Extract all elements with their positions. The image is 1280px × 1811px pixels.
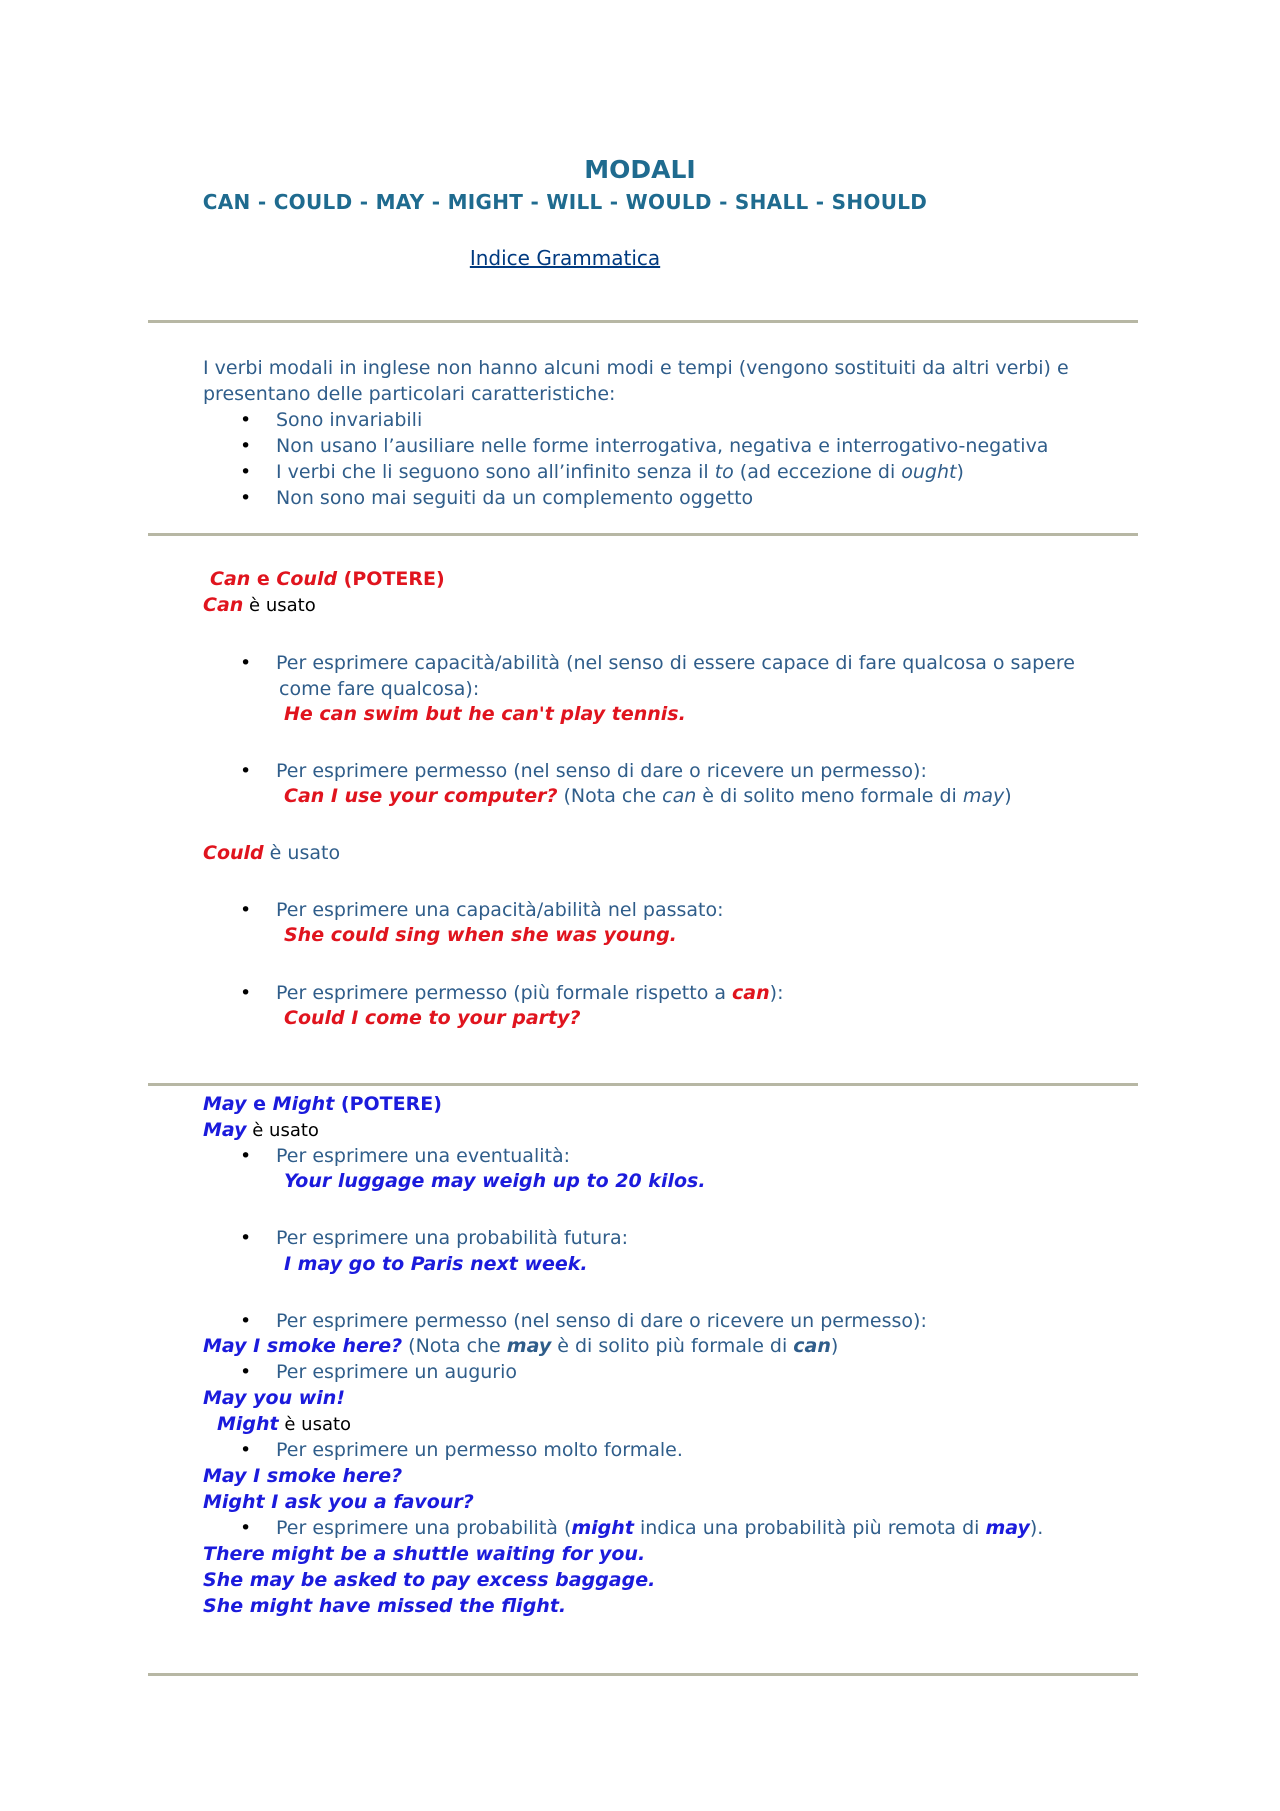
can-example-2-note-b: è di solito meno formale di [696, 785, 963, 807]
could-example-1: She could sing when she was young. [284, 924, 677, 946]
can-label: Can [203, 594, 244, 616]
might-example-1a: May I smoke here? [203, 1465, 403, 1487]
can-example-1: He can swim but he can't play tennis. [284, 703, 686, 725]
can-bullet-2: • Per esprimere permesso (nel senso di dare o ricevere un permesso): [276, 760, 927, 782]
might-example-2c: She might have missed the flight. [203, 1595, 567, 1617]
could-bullet-2-can: can [732, 982, 770, 1004]
intro-text-line-2: presentano delle particolari caratteristiche: [203, 383, 616, 405]
page-title: MODALI [584, 155, 696, 184]
can-bullet-1: • Per esprimere capacità/abilità (nel senso di essere capace di fare qualcosa o sapere [276, 652, 1075, 674]
divider [148, 1673, 1138, 1676]
might-bullet-2-text-b: indica una probabilità più remota di [633, 1517, 986, 1539]
can-example-2-note-may: may [962, 785, 1005, 807]
can-example-2: Can I use your computer? [284, 785, 558, 807]
might-label: Might [217, 1413, 279, 1435]
intro-bullet-4: • Non sono mai seguiti da un complemento oggetto [276, 487, 753, 509]
may-label: May [203, 1119, 247, 1141]
intro-text-line-1: I verbi modali in inglese non hanno alcuni modi e tempi (vengono sostituiti da altri verbi) e [203, 357, 1069, 379]
might-bullet-2-might: might [571, 1517, 634, 1539]
may-example-3: May I smoke here? [203, 1335, 403, 1357]
intro-bullet-3-text-a: I verbi che li seguono sono all’infinito senza il [276, 461, 715, 483]
could-bullet-1: • Per esprimere una capacità/abilità nel passato: [276, 899, 724, 921]
heading-potere: (POTERE) [334, 1093, 442, 1115]
heading-e: e [250, 568, 277, 590]
intro-bullet-3-ought: ought [901, 461, 957, 483]
might-example-2b: She may be asked to pay excess baggage. [203, 1569, 656, 1591]
index-link[interactable]: Indice Grammatica [469, 246, 661, 270]
might-bullet-2-text-a: Per esprimere una probabilità ( [276, 1517, 572, 1539]
could-bullet-2-text-a: Per esprimere permesso (più formale rispetto a [276, 982, 733, 1004]
heading-could: Could [276, 568, 338, 590]
may-example-3-note-can: can [793, 1335, 831, 1357]
can-example-2-note-c: ) [1004, 785, 1012, 807]
can-example-2-line [284, 785, 1012, 807]
might-bullet-2 [276, 1517, 1043, 1539]
intro-bullet-2: • Non usano l’ausiliare nelle forme interrogativa, negativa e interrogativo-negativa [276, 435, 1048, 457]
may-example-3-note-c: ) [830, 1335, 839, 1357]
can-usato: è usato [243, 595, 316, 616]
may-example-1: Your luggage may weigh up to 20 kilos. [284, 1170, 706, 1192]
could-usato: è usato [263, 842, 341, 864]
may-example-3-note-b: è di solito più formale di [551, 1335, 794, 1357]
might-bullet-2-text-c: ). [1029, 1517, 1044, 1539]
might-example-1b: Might I ask you a favour? [203, 1491, 474, 1513]
divider [148, 533, 1138, 536]
intro-bullet-3 [276, 461, 964, 483]
can-bullet-1-cont: come fare qualcosa): [279, 678, 480, 700]
may-example-3-note-a: (Nota che [402, 1335, 507, 1357]
may-example-3-line [203, 1335, 838, 1357]
intro-bullet-3-text-b: (ad eccezione di [733, 461, 902, 483]
heading-may: May [203, 1093, 247, 1115]
could-bullet-2 [276, 982, 784, 1004]
intro-bullet-3-to: to [714, 461, 734, 483]
may-example-3-note-may: may [506, 1335, 552, 1357]
can-could-heading [210, 568, 445, 590]
may-bullet-2: • Per esprimere una probabilità futura: [276, 1227, 628, 1249]
may-bullet-3: • Per esprimere permesso (nel senso di dare o ricevere un permesso): [276, 1310, 927, 1332]
could-usato-line [203, 842, 340, 864]
heading-might: Might [272, 1093, 335, 1115]
might-bullet-2-may: may [985, 1517, 1030, 1539]
may-usato: è usato [246, 1120, 319, 1141]
intro-bullet-1: • Sono invariabili [276, 409, 422, 431]
heading-e: e [246, 1093, 273, 1115]
may-bullet-4: • Per esprimere un augurio [276, 1361, 517, 1383]
page-subtitle: CAN - COULD - MAY - MIGHT - WILL - WOULD - SHALL - SHOULD [202, 190, 928, 214]
might-usato: è usato [278, 1414, 352, 1435]
could-bullet-2-text-b: ): [769, 982, 784, 1004]
can-example-2-note-a: (Nota che [557, 785, 663, 807]
divider [148, 1083, 1138, 1086]
may-might-heading [203, 1093, 442, 1115]
may-bullet-1: • Per esprimere una eventualità: [276, 1145, 570, 1167]
could-example-2: Could I come to your party? [284, 1007, 581, 1029]
might-bullet-1: • Per esprimere un permesso molto formale. [276, 1439, 683, 1461]
heading-can: Can [210, 568, 251, 590]
intro-bullet-3-text-c: ) [956, 461, 964, 483]
divider [148, 320, 1138, 323]
may-example-2: I may go to Paris next week. [284, 1253, 588, 1275]
can-usato-line [203, 594, 316, 616]
might-usato-line [217, 1413, 351, 1435]
might-example-2a: There might be a shuttle waiting for you. [203, 1543, 646, 1565]
can-example-2-note-can: can [662, 785, 697, 807]
may-example-4: May you win! [203, 1387, 345, 1409]
heading-potere: (POTERE) [337, 568, 445, 590]
may-usato-line [203, 1119, 319, 1141]
could-label: Could [203, 842, 264, 864]
